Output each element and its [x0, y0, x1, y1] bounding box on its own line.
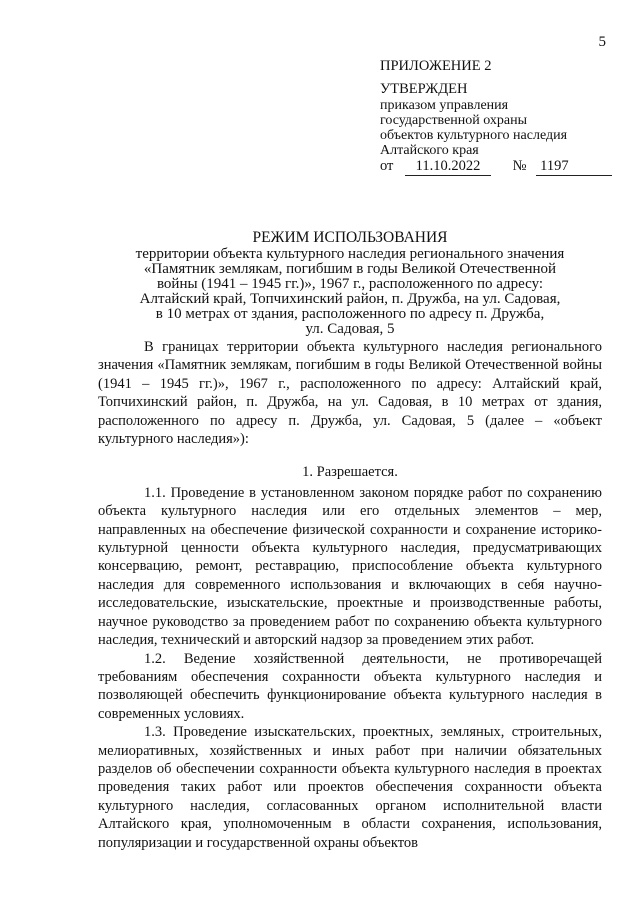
title-line: Алтайский край, Топчихинский район, п. Дружба, на ул. Садовая,: [139, 291, 561, 307]
order-line: приказом управления: [380, 98, 509, 113]
title-heading: РЕЖИМ ИСПОЛЬЗОВАНИЯ: [252, 229, 448, 246]
approved-label: УТВЕРЖДЕН: [380, 81, 468, 97]
order-line: государственной охраны: [380, 113, 528, 128]
appendix-label: ПРИЛОЖЕНИЕ 2: [380, 58, 492, 74]
title-line: «Памятник землякам, погибшим в годы Великой Отечественной: [143, 261, 557, 277]
document-body: [98, 338, 602, 852]
clause-1-2: 1.2. Ведение хозяйственной деятельности, не противоречащей требованиям обеспечения сохранности объекта культурного наследия и позволяющей обеспечить функционирование объекта культурного наследия в современных условиях.: [98, 650, 602, 722]
page-number: 5: [598, 34, 606, 50]
number-sign: №: [512, 158, 527, 174]
title-line: территории объекта культурного наследия регионального значения: [135, 246, 565, 262]
intro-paragraph: В границах территории объекта культурного наследия регионального значения «Памятник землякам, погибшим в годы Великой Отечественной войны (1941 – 1945 гг.)», 1967 г., расположенного по адресу: Алтайский край, Топчихинский район, п. Дружба, на ул. Садовая, в 10 метрах от здания, расположенного по адресу п. Дружба, ул. Садовая, 5 (далее – «объект культурного наследия»):: [98, 339, 602, 448]
document-title: [100, 230, 600, 337]
appendix-block: [380, 58, 630, 176]
section-heading: 1. Разрешается.: [302, 464, 398, 481]
from-label: от: [380, 158, 394, 174]
order-number: 1197: [536, 158, 612, 176]
order-line: Алтайского края: [380, 143, 479, 158]
title-line: войны (1941 – 1945 гг.)», 1967 г., расположенного по адресу:: [156, 276, 544, 292]
order-date-number: [380, 158, 630, 176]
clause-1-1: 1.1. Проведение в установленном законом порядке работ по сохранению объекта культурного наследия или его отдельных элементов – мер, направленных на обеспечение физической сохранности и сохранение историко-культурной ценности объекта культурного наследия, предусматривающих консервацию, ремонт, реставрацию, приспособление объекта культурного наследия для современного использования и включающих в себя научно-исследовательские, изыскательские, проектные и производственные работы, научное руководство за проведением работ по сохранению объекта культурного наследия, технический и авторский надзор за проведением этих работ.: [98, 484, 602, 649]
title-line: в 10 метрах от здания, расположенного по адресу п. Дружба,: [155, 306, 545, 322]
clause-1-3: 1.3. Проведение изыскательских, проектных, земляных, строительных, мелиоративных, хозяйственных и иных работ при наличии обязательных разделов об обеспечении сохранности объекта культурного наследия в проектах проведения таких работ или проектов обеспечения сохранности объекта культурного наследия, согласованных органом исполнительной власти Алтайского края, уполномоченным в области сохранения, использования, популяризации и государственной охраны объектов: [98, 724, 602, 851]
order-date: 11.10.2022: [405, 158, 491, 176]
order-line: объектов культурного наследия: [380, 128, 568, 143]
title-line: ул. Садовая, 5: [305, 321, 395, 337]
